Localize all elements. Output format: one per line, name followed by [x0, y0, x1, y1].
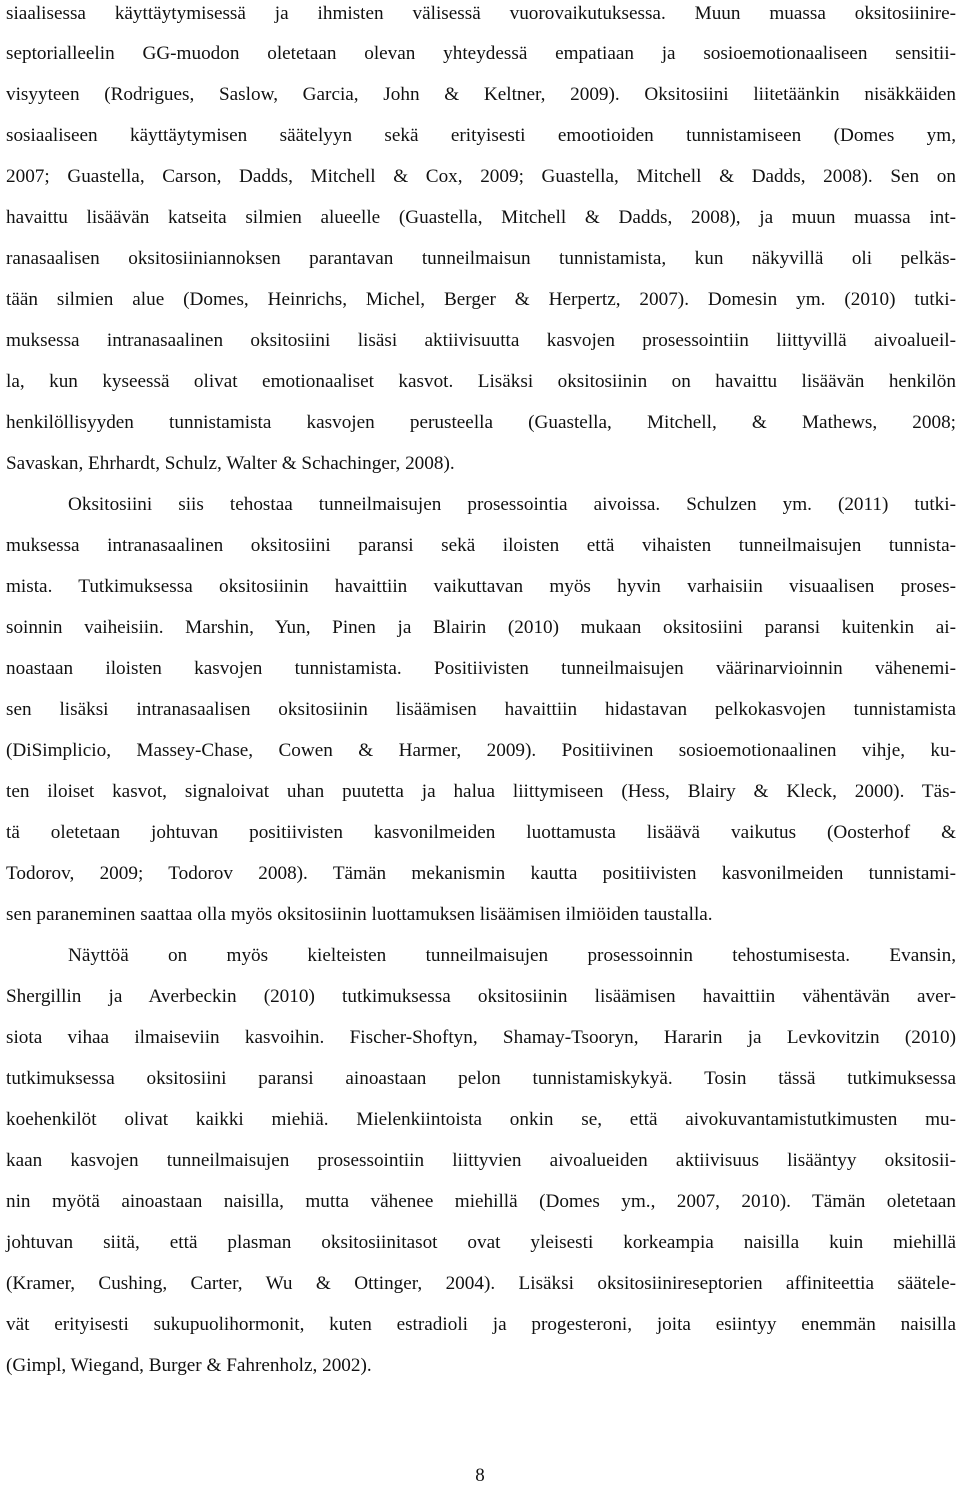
text-line: henkilöllisyyden tunnistamista kasvojen perusteella (Guastella, Mitchell, & Mathews, 2008; — [6, 412, 956, 433]
text-line: koehenkilöt olivat kaikki miehiä. Mielenkiintoista onkin se, että aivokuvantamistutkimusten mu- — [6, 1109, 956, 1130]
text-line: johtuvan siitä, että plasman oksitosiinitasot ovat yleisesti korkeampia naisilla kuin miehillä — [6, 1232, 956, 1253]
text-line: soinnin vaiheisiin. Marshin, Yun, Pinen ja Blairin (2010) mukaan oksitosiini paransi kuitenkin ai- — [6, 617, 956, 638]
text-line: Savaskan, Ehrhardt, Schulz, Walter & Schachinger, 2008). — [6, 453, 455, 474]
text-line: muksessa intranasaalinen oksitosiini lisäsi aktiivisuutta kasvojen prosessointiin liittyvillä aivoalueil- — [6, 330, 956, 351]
text-line: (DiSimplicio, Massey-Chase, Cowen & Harmer, 2009). Positiivinen sosioemotionaalinen vihje, ku- — [6, 740, 956, 761]
text-line: siota vihaa ilmaiseviin kasvoihin. Fischer-Shoftyn, Shamay-Tsooryn, Hararin ja Levkovitzin (2010) — [6, 1027, 956, 1048]
text-line: tutkimuksessa oksitosiini paransi ainoastaan pelon tunnistamiskykyä. Tosin tässä tutkimuksessa — [6, 1068, 956, 1089]
text-line: nin myötä ainoastaan naisilla, mutta vähenee miehillä (Domes ym., 2007, 2010). Tämän oletetaan — [6, 1191, 956, 1212]
text-line: ten iloiset kasvot, signaloivat uhan puutetta ja halua liittymiseen (Hess, Blairy & Kleck, 2000). Täs- — [6, 781, 956, 802]
text-line: kaan kasvojen tunneilmaisujen prosessointiin liittyvien aivoalueiden aktiivisuus lisääntyy oksitosii- — [6, 1150, 956, 1171]
text-line: septorialleelin GG-muodon oletetaan olevan yhteydessä empatiaan ja sosioemotionaaliseen sensitii- — [6, 43, 956, 64]
text-line: (Kramer, Cushing, Carter, Wu & Ottinger, 2004). Lisäksi oksitosiinireseptorien affiniteettia säätele- — [6, 1273, 956, 1294]
text-line: vät erityisesti sukupuolihormonit, kuten estradioli ja progesteroni, joita esiintyy enemmän naisilla — [6, 1314, 956, 1335]
body-text — [6, 0, 956, 1390]
text-line: Näyttöä on myös kielteisten tunneilmaisujen prosessoinnin tehostumisesta. Evansin, — [68, 945, 956, 966]
text-line: (Gimpl, Wiegand, Burger & Fahrenholz, 2002). — [6, 1355, 372, 1376]
text-line: 2007; Guastella, Carson, Dadds, Mitchell & Cox, 2009; Guastella, Mitchell & Dadds, 2008). Sen on — [6, 166, 956, 187]
text-line: tään silmien alue (Domes, Heinrichs, Michel, Berger & Herpertz, 2007). Domesin ym. (2010) tutki- — [6, 289, 956, 310]
text-line: la, kun kyseessä olivat emotionaaliset kasvot. Lisäksi oksitosiinin on havaittu lisäävän henkilön — [6, 371, 956, 392]
page-number: 8 — [475, 1465, 485, 1486]
text-line: sen lisäksi intranasaalisen oksitosiinin lisäämisen havaittiin hidastavan pelkokasvojen tunnistamista — [6, 699, 956, 720]
text-line: havaittu lisäävän katseita silmien alueelle (Guastella, Mitchell & Dadds, 2008), ja muun muassa int- — [6, 207, 956, 228]
text-line: siaalisessa käyttäytymisessä ja ihmisten välisessä vuorovaikutuksessa. Muun muassa oksitosiinire- — [6, 3, 956, 24]
text-line: ranasaalisen oksitosiiniannoksen parantavan tunneilmaisun tunnistamista, kun näkyvillä oli pelkäs- — [6, 248, 956, 269]
text-line: muksessa intranasaalinen oksitosiini paransi sekä iloisten että vihaisten tunneilmaisujen tunnista- — [6, 535, 956, 556]
text-line: mista. Tutkimuksessa oksitosiinin havaittiin vaikuttavan myös hyvin varhaisiin visuaalisen proses- — [6, 576, 956, 597]
paragraph — [6, 939, 956, 1390]
text-line: visyyteen (Rodrigues, Saslow, Garcia, John & Keltner, 2009). Oksitosiini liitetäänkin nisäkkäiden — [6, 84, 956, 105]
text-line: Todorov, 2009; Todorov 2008). Tämän mekanismin kautta positiivisten kasvonilmeiden tunnistami- — [6, 863, 956, 884]
text-line: sosiaaliseen käyttäytymisen säätelyyn sekä erityisesti emootioiden tunnistamiseen (Domes ym, — [6, 125, 956, 146]
text-line: noastaan iloisten kasvojen tunnistamista. Positiivisten tunneilmaisujen väärinarvioinnin vähenemi- — [6, 658, 956, 679]
paragraph — [6, 488, 956, 939]
text-line: Oksitosiini siis tehostaa tunneilmaisujen prosessointia aivoissa. Schulzen ym. (2011) tutki- — [68, 494, 956, 515]
text-line: Shergillin ja Averbeckin (2010) tutkimuksessa oksitosiinin lisäämisen havaittiin vähentävän aver- — [6, 986, 956, 1007]
document-page — [6, 0, 956, 1390]
text-line: sen paraneminen saattaa olla myös oksitosiinin luottamuksen lisäämisen ilmiöiden taustalla. — [6, 904, 713, 925]
paragraph — [6, 0, 956, 488]
text-line: tä oletetaan johtuvan positiivisten kasvonilmeiden luottamusta lisäävä vaikutus (Oosterhof & — [6, 822, 956, 843]
